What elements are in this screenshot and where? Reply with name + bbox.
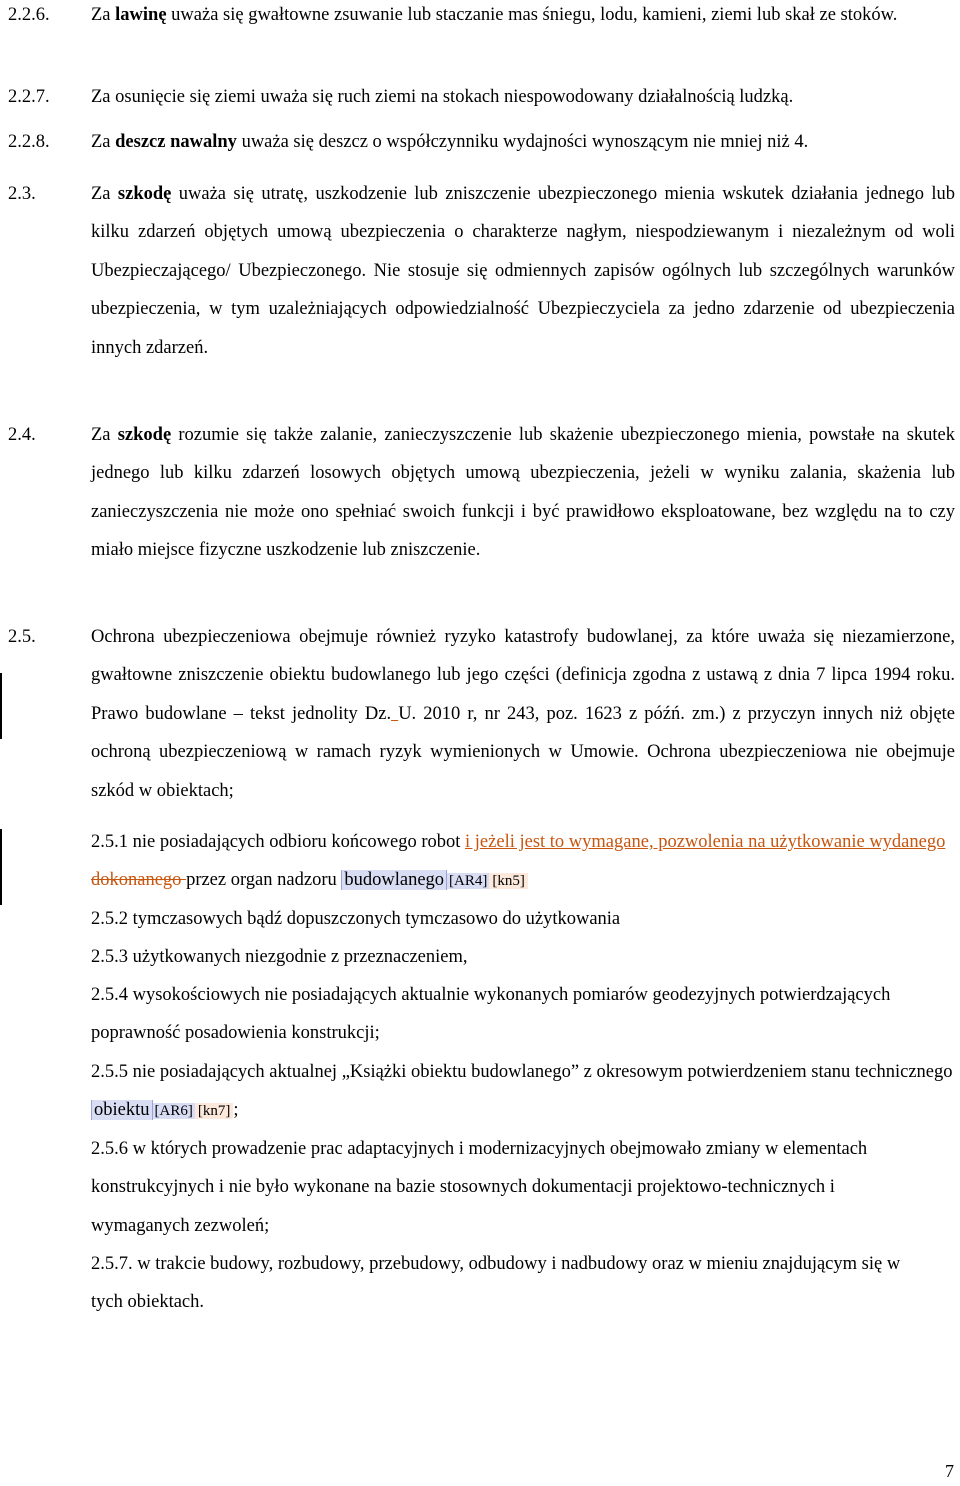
clause-number: 2.3. [8, 184, 36, 204]
clause-2-4 [91, 416, 955, 570]
clause-2-2-8 [91, 123, 955, 161]
clause-number: 2.5. [8, 627, 36, 647]
defined-term: deszcz nawalny [115, 132, 237, 152]
clause-text: Za [91, 132, 116, 152]
subclause-2-5-6: 2.5.6 w których prowadzenie prac adaptacyjnych i modernizacyjnych obejmowało zmiany w elementach konstrukcyjnych i nie było wykonane na bazie stosownych dokumentacji projektowo-technicznych i wymaganych zezwoleń; [91, 1139, 868, 1236]
clause-text: ; [233, 1100, 239, 1121]
subclause-2-5-3: 2.5.3 użytkowanych niezgodnie z przeznaczeniem, [91, 947, 468, 967]
clause-2-2-7 [91, 78, 955, 116]
clause-number: 2.2.8. [8, 132, 50, 152]
clause-text: Za [91, 5, 116, 25]
comment-marker[interactable]: [AR6] [154, 1103, 193, 1120]
clause-text: Za osunięcie się ziemi uważa się ruch ziemi na stokach niespowodowany działalnością ludzką. [91, 87, 794, 107]
comment-marker[interactable]: [AR4] [449, 873, 488, 890]
page-number: 7 [945, 1461, 954, 1481]
clause-text: uważa się utratę, uszkodzenie lub zniszczenie ubezpieczonego mienia wskutek działania jednego lub kilku zdarzeń objętych umową ubezpieczenia o charakterze nagłym, niespodziewanym i niezależnym od woli Ubezpieczającego/ Ubezpieczonego. Nie stosuje się odmiennych zapisów ogólnych lub szczególnych warunków ubezpieczenia, w tym uzależniających odpowiedzialność Ubezpieczyciela za jedno zdarzenie od ubezpieczenia innych zdarzeń. [91, 184, 955, 358]
commented-text[interactable]: budowlanego [341, 870, 447, 890]
clause-2-3 [91, 175, 955, 367]
commented-text[interactable]: obiektu [91, 1100, 153, 1120]
clause-text: Za [91, 184, 118, 204]
comment-marker[interactable]: [kn7] [195, 1103, 234, 1119]
subclause-2-5-4: 2.5.4 wysokościowych nie posiadających aktualnie wykonanych pomiarów geodezyjnych potwierdzających poprawność posadowienia konstrukcji; [91, 985, 891, 1044]
inserted-text: i jeżeli jest to wymagane, pozwolenia na użytkowanie wydanego [465, 832, 946, 852]
defined-term: szkodę [117, 425, 172, 445]
clause-text: 2.5.5 nie posiadających aktualnej „Książki obiektu budowlanego” z okresowym potwierdzeniem stanu technicznego [91, 1062, 953, 1082]
change-bar [0, 829, 2, 905]
clause-number: 2.2.7. [8, 87, 50, 107]
clause-text: rozumie się także zalanie, zanieczyszczenie lub skażenie ubezpieczonego mienia, powstałe na skutek jednego lub kilku zdarzeń losowych objętych umową ubezpieczenia, jeżeli w wyniku zalania, skażenia lub zanieczyszczenia nie może ono spełniać swoich funkcji i być prawidłowo eksploatowane, bez względu na to czy miało miejsce fizyczne uszkodzenie lub zniszczenie. [91, 425, 956, 561]
clause-text: Za [91, 425, 118, 445]
clause-2-2-6 [91, 0, 955, 34]
subclause-2-5-7: 2.5.7. w trakcie budowy, rozbudowy, przebudowy, odbudowy i nadbudowy oraz w mieniu znajdującym się w tych obiektach. [91, 1254, 901, 1313]
defined-term: lawinę [115, 5, 167, 25]
clause-text: uważa się deszcz o współczynniku wydajności wynoszącym nie mniej niż 4. [236, 132, 809, 152]
clause-text: uważa się gwałtowne zsuwanie lub staczanie mas śniegu, lodu, kamieni, ziemi lub skał ze stoków. [166, 5, 898, 25]
clause-text: przez organ nadzoru [186, 870, 342, 891]
clause-text: 2.5.1 nie posiadających odbioru końcowego robot [91, 832, 466, 852]
defined-term: szkodę [117, 184, 172, 204]
clause-number: 2.4. [8, 425, 36, 445]
subclause-2-5-2: 2.5.2 tymczasowych bądź dopuszczonych tymczasowo do użytkowania [91, 909, 621, 929]
comment-marker[interactable]: [kn5] [489, 873, 528, 889]
clause-text: Ochrona ubezpieczeniowa obejmuje również ryzyko katastrofy budowlanej, za które uważa się niezamierzone, gwałtowne zniszczenie obiektu budowlanego lub jego części (definicja zgodna z ustawą z dnia 7 lipca 1994 roku. Prawo budowlane – tekst jednolity Dz. [91, 627, 955, 724]
subclause-2-5-5 [91, 1053, 960, 1131]
deleted-text: dokonanego [91, 870, 187, 891]
clause-2-5 [91, 618, 955, 810]
subclause-2-5-1 [91, 823, 955, 901]
change-bar [0, 673, 2, 739]
clause-number: 2.2.6. [8, 5, 50, 25]
clause-text: U. 2010 r, nr 243, poz. 1623 z późń. zm.) z przyczyn innych niż objęte ochroną ubezpieczeniową w ramach ryzyk wymienionych w Umowie. Ochrona ubezpieczeniowa nie obejmuje szkód w obiektach; [91, 703, 956, 801]
